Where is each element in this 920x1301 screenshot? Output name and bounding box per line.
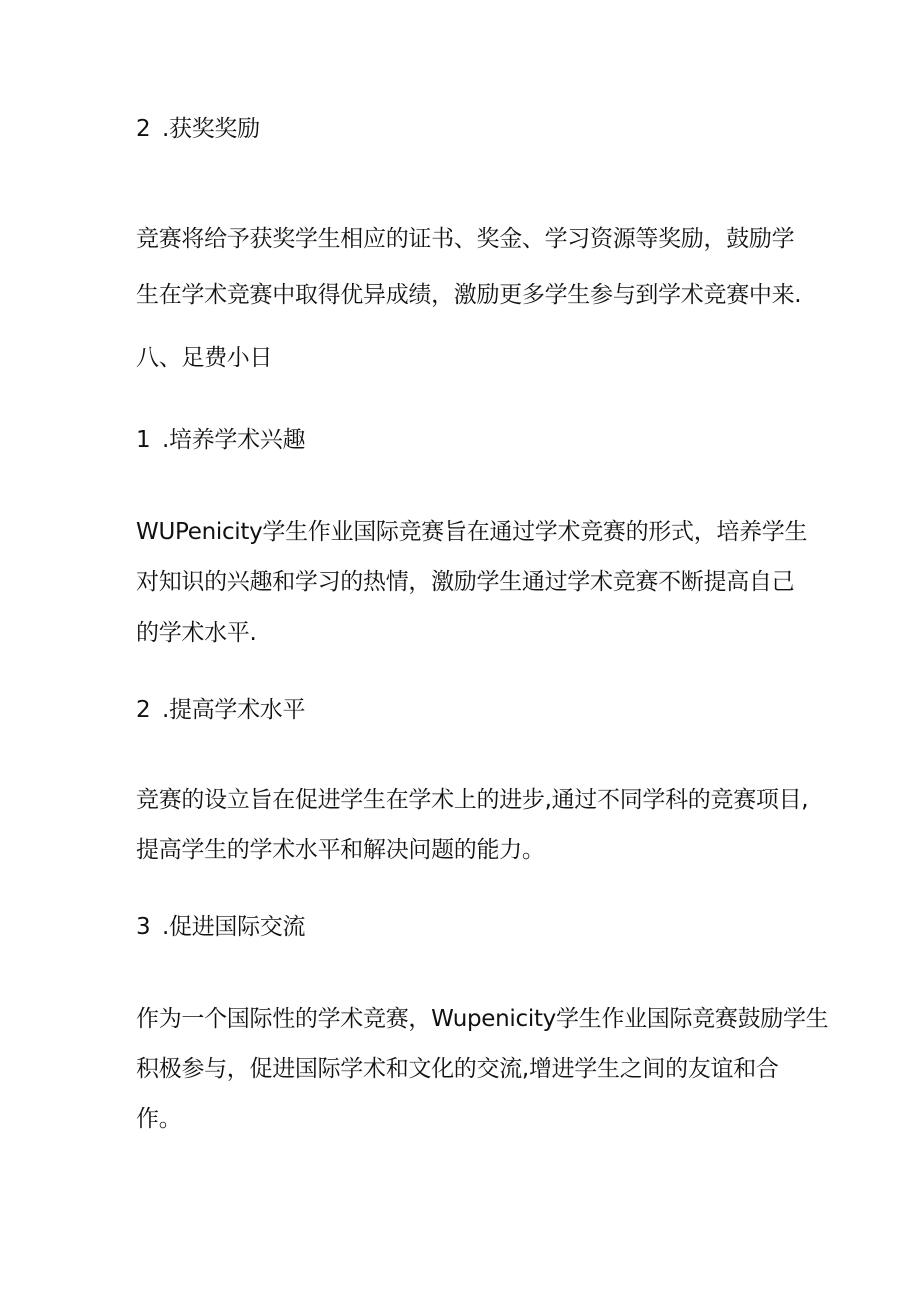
subheading-interest bbox=[136, 425, 305, 455]
subheading-number: 1 bbox=[136, 427, 151, 453]
paragraph-level-line-1: 竞赛的设立旨在促进学生在学术上的进步,通过不同学科的竞赛项目, bbox=[136, 787, 809, 813]
paragraph-awards-line-2: 生在学术竞赛中取得优异成绩，激励更多学生参与到学术竞赛中来. bbox=[136, 282, 802, 308]
subheading-number: 2 bbox=[136, 116, 151, 142]
subheading-number: 2 bbox=[136, 697, 151, 723]
paragraph-interest-line-3: 的学术水平. bbox=[136, 620, 257, 646]
subheading-text: .培养学术兴趣 bbox=[162, 427, 306, 453]
subheading-awards bbox=[136, 114, 260, 144]
paragraph-interest-line-1: WUPenicity学生作业国际竞赛旨在通过学术竞赛的形式，培养学生 bbox=[136, 519, 808, 545]
paragraph-interest-line-2: 对知识的兴趣和学习的热情，激励学生通过学术竞赛不断提高自己 bbox=[136, 569, 795, 595]
section-heading: 八、足费小日 bbox=[136, 345, 273, 371]
paragraph-exchange-line-1: 作为一个国际性的学术竞赛，Wupenicity学生作业国际竞赛鼓励学生 bbox=[136, 1006, 829, 1032]
subheading-text: .促进国际交流 bbox=[162, 914, 306, 940]
paragraph-level-line-2: 提高学生的学术水平和解决问题的能力。 bbox=[136, 837, 545, 863]
paragraph-awards-line-1: 竞赛将给予获奖学生相应的证书、奖金、学习资源等奖励，鼓励学 bbox=[136, 226, 795, 252]
subheading-number: 3 bbox=[136, 914, 151, 940]
paragraph-exchange-line-2: 积极参与，促进国际学术和文化的交流,增进学生之间的友谊和合 bbox=[136, 1056, 779, 1082]
subheading-exchange bbox=[136, 912, 305, 942]
subheading-level bbox=[136, 695, 305, 725]
paragraph-exchange-line-3: 作。 bbox=[136, 1106, 182, 1132]
subheading-text: .获奖奖励 bbox=[162, 116, 260, 142]
subheading-text: .提高学术水平 bbox=[162, 697, 306, 723]
